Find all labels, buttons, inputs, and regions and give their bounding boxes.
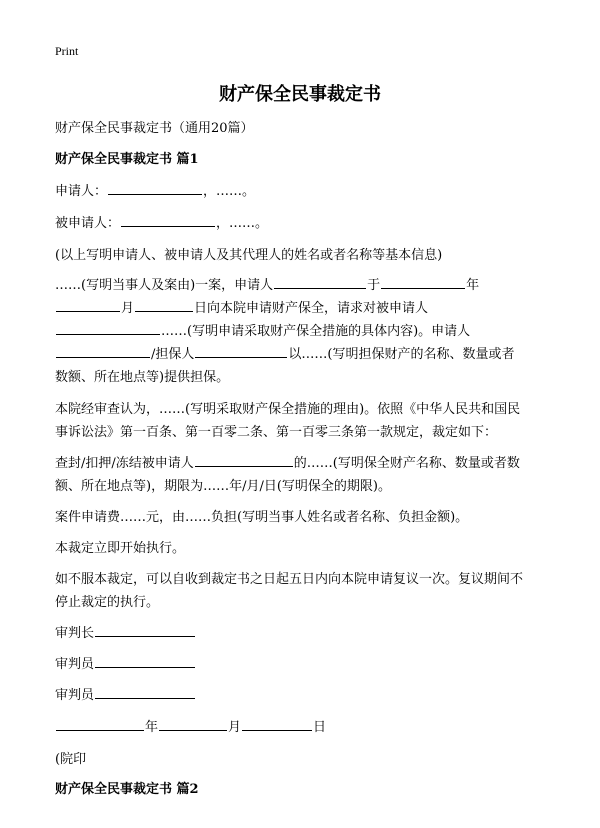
text-segment: ……(写明申请采取财产保全措施的具体内容)。申请人 [161,324,471,339]
blank-line [135,310,193,312]
blank-line [56,356,150,358]
respondent-line [55,212,268,235]
text-segment: 年 [466,278,480,293]
blank-line [274,287,366,289]
judge1-line [55,653,196,676]
applicant-label: 申请人： [55,184,108,199]
respondent-label: 被申请人： [55,216,121,231]
date-year: 年 [145,720,159,735]
judge2-line [55,684,196,707]
subtitle: 财产保全民事裁定书（通用20篇） [55,121,254,136]
text-segment: ……(写明当事人及案由)一案，申请人 [55,278,274,293]
p6-line1: 如不服本裁定，可以自收到裁定书之日起五日内向本院申请复议一次。复议期间不 [55,572,524,587]
p1-line1 [55,274,479,297]
date-line [55,716,326,739]
p2-line2: 事诉讼法》第一百条、第一百零二条、第一百零三条第一款规定，裁定如下： [55,425,498,440]
p3-line1 [55,452,520,475]
respondent-suffix: ，……。 [216,216,269,231]
text-segment: 的……(写明保全财产名称、数量或者数 [293,456,520,471]
p3-line2: 额、所在地点等)，期限为……年/月/日(写明保全的期限)。 [55,479,391,494]
p1-line3 [55,320,470,343]
section2-title: 财产保全民事裁定书 篇2 [55,782,199,797]
seal: (院印 [55,752,87,767]
section1-title: 财产保全民事裁定书 篇1 [55,152,199,167]
p1-line5: 数额、所在地点等)提供担保。 [55,370,230,385]
p6-line2: 停止裁定的执行。 [55,595,160,610]
party-note: (以上写明申请人、被申请人及其代理人的姓名或者名称等基本信息) [55,248,443,263]
blank-line [56,333,160,335]
blank-line [56,310,120,312]
blank-line [108,193,202,195]
text-segment: 日向本院申请财产保全，请求对被申请人 [194,301,429,316]
text-segment: 以……(写明担保财产的名称、数量或者 [288,347,515,362]
judge-chief-label: 审判长 [55,626,95,641]
judge1-label: 审判员 [55,657,95,672]
text-segment: /担保人 [151,347,195,362]
text-segment: 月 [121,301,135,316]
p5: 本裁定立即开始执行。 [55,541,186,556]
p1-line4 [55,343,514,366]
blank-line [195,356,287,358]
blank-line [56,729,144,731]
blank-line [381,287,465,289]
p1-line2 [55,297,428,320]
applicant-line [55,180,255,203]
text-segment: 查封/扣押/冻结被申请人 [55,456,194,471]
applicant-suffix: ，……。 [203,184,256,199]
blank-line [242,729,312,731]
judge2-label: 审判员 [55,688,95,703]
blank-line [95,666,195,668]
blank-line [159,729,227,731]
print-label[interactable]: Print [55,44,79,58]
p4: 案件申请费……元，由……负担(写明当事人姓名或者名称、负担金额)。 [55,510,469,525]
blank-line [121,225,215,227]
judge-chief-line [55,622,196,645]
blank-line [95,635,195,637]
doc-title: 财产保全民事裁定书 [219,84,381,105]
blank-line [95,697,195,699]
date-day: 日 [313,720,327,735]
date-month: 月 [228,720,242,735]
text-segment: 于 [367,278,381,293]
p2-line1: 本院经审查认为，……(写明采取财产保全措施的理由)。依照《中华人民共和国民 [55,402,521,417]
blank-line [195,465,293,467]
